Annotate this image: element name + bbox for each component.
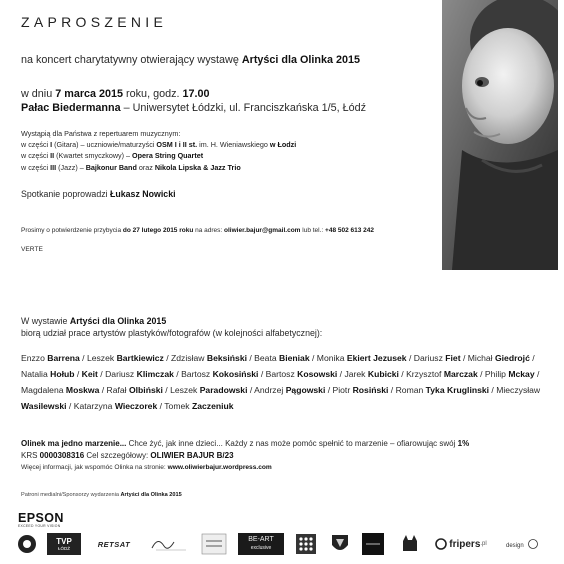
artist-last-name: Pągowski <box>285 384 326 395</box>
artist-last-name: Marczak <box>443 368 478 379</box>
artist-first-name: Bartosz <box>265 368 295 379</box>
artist-first-name: Jarek <box>344 368 366 379</box>
crest-logo <box>330 532 350 556</box>
part-1-a: w części <box>21 140 51 150</box>
artist-first-name: Piotr <box>332 384 351 395</box>
tvp-sub: ŁÓDŹ <box>57 546 70 551</box>
retsat-logo <box>93 532 135 556</box>
part-3-d: Bajkonur Band <box>85 162 137 172</box>
rsvp-line <box>21 227 374 234</box>
be-art-logo <box>238 532 284 556</box>
child-photo <box>442 0 558 270</box>
epson-logo <box>18 511 64 528</box>
artist-first-name: Rafał <box>106 384 127 395</box>
exhibition-line1 <box>21 316 322 328</box>
appeal-percent: 1% <box>457 439 470 448</box>
artist-first-name: Katarzyna <box>73 400 113 411</box>
epson-tagline: EXCEED YOUR VISION <box>18 524 61 528</box>
part-2-c: (Kwartet smyczkowy) – <box>54 151 133 161</box>
part-3-f: Nikola Lipska & Jazz Trio <box>154 162 241 172</box>
part-1-c: (Gitara) – uczniowie/maturzyści <box>52 140 157 150</box>
venue-address: – Uniwersytet Łódzki, ul. Franciszkańska 1/5, Łódź <box>120 102 367 114</box>
appeal-line3 <box>21 462 469 474</box>
concert-line-text: na koncert charytatywny otwierający wystawę <box>21 54 242 66</box>
artist-last-name: Beksiński <box>206 353 247 363</box>
be-art-sub: exclusive <box>250 545 272 551</box>
artist-last-name: Tyka Kruglinski <box>425 384 490 395</box>
rsvp-e: lub tel.: <box>300 227 326 234</box>
exhibition-prefix: W wystawie <box>21 316 70 326</box>
part-2 <box>21 150 296 161</box>
artist-last-name: Wieczorek <box>114 400 158 411</box>
cat-logo <box>400 532 420 556</box>
artist-first-name: Tomek <box>164 400 190 411</box>
portal-logo <box>201 532 227 556</box>
exhibition-line2: biorą udział prace artystów plastyków/fotografów (w kolejności alfabetycznej): <box>21 327 323 338</box>
artist-first-name: Philip <box>484 368 506 379</box>
exhibition-intro <box>21 316 322 339</box>
artist-first-name: Bartosz <box>181 368 211 379</box>
part-2-d: Opera String Quartet <box>132 151 204 161</box>
artist-last-name: Mckay <box>508 368 535 379</box>
fk-logo <box>146 532 190 556</box>
krs-label: KRS <box>21 450 40 460</box>
artists-list: Enzzo Barrena / Leszek Bartkiewicz / Zdzisław Beksiński / Beata Bieniak / Monika Ekiert Jezusek / Dariusz Fiet / Michał Giedrojć / Natalia Hołub / Keit / Dariusz Klimczak / Bartosz Kokosiński / Bartosz Kosowski / Jarek Kubicki / Krzysztof Marczak / Philip Mckay / Magdalena Moskwa / Rafał Olbiński / Leszek Paradowski / Andrzej Pągowski / Piotr Rosiński / Roman Tyka Kruglinski / Mieczysław Wasilewski / Katarzyna Wieczorek / Tomek Zaczeniuk <box>21 353 541 411</box>
artist-first-name: Beata <box>254 353 277 363</box>
artist-last-name: Keit <box>81 368 98 379</box>
artist-last-name: Ekiert Jezusek <box>346 353 407 363</box>
artist-last-name: Paradowski <box>199 384 248 395</box>
artist-first-name: Michał <box>467 353 493 363</box>
fripers-sub: .pl <box>480 541 487 547</box>
appeal-line2 <box>21 450 469 462</box>
artist-last-name: Moskwa <box>65 384 100 395</box>
artist-last-name: Bartkiewicz <box>116 353 164 363</box>
rsvp-email[interactable]: oliwier.bajur@gmail.com <box>224 227 301 234</box>
artist-first-name: Monika <box>316 353 345 363</box>
artist-last-name: Bieniak <box>279 353 310 363</box>
fripers-logo <box>428 532 494 556</box>
artist-last-name: Giedrojć <box>494 353 530 363</box>
part-1-f: w Łodzi <box>269 140 297 150</box>
part-3-c: (Jazz) – <box>56 162 86 172</box>
host-line <box>21 189 176 199</box>
artist-first-name: Leszek <box>170 384 198 395</box>
artist-last-name: Barrena <box>47 353 80 363</box>
date-prefix: w dniu <box>21 88 56 100</box>
retsat-text: RETSAT <box>97 539 131 549</box>
rsvp-phone: +48 502 613 242 <box>325 227 375 234</box>
event-name: Artyści dla Olinka 2015 <box>241 54 361 66</box>
host-prefix: Spotkanie poprowadzi <box>21 189 111 199</box>
part-3 <box>21 162 296 173</box>
artist-first-name: Dariusz <box>105 368 135 379</box>
venue-line <box>21 101 366 115</box>
tvp-text: TVP <box>56 537 72 546</box>
svg-text:design: design <box>506 543 524 549</box>
artist-last-name: Rosiński <box>352 384 389 395</box>
part-3-a: w części <box>21 162 51 172</box>
rsvp-a: Prosimy o potwierdzenie przybycia <box>21 227 123 234</box>
artist-last-name: Zaczeniuk <box>191 400 234 411</box>
artist-first-name: Mieczysław <box>496 384 541 395</box>
date-line <box>21 87 366 101</box>
part-3-e: oraz <box>136 162 155 172</box>
event-date: 7 marca 2015 <box>55 88 124 100</box>
sponsors-label-text: Patroni medialni/Sponsorzy wydarzenia <box>21 492 121 498</box>
performers-block <box>21 128 296 173</box>
artist-last-name: Olbiński <box>128 384 163 395</box>
radio-logo <box>16 532 38 556</box>
exhibition-name: Artyści dla Olinka 2015 <box>69 316 167 326</box>
appeal-headline: Olinek ma jedno marzenie... <box>21 439 127 448</box>
artist-first-name: Andrzej <box>254 384 284 395</box>
sponsors-label <box>21 492 182 498</box>
artist-last-name: Fiet <box>445 353 461 363</box>
event-time: 17.00 <box>182 88 210 100</box>
artist-first-name: Zdzisław <box>171 353 205 363</box>
part-1-e: im. H. Wieniawskiego <box>197 140 270 150</box>
performers-intro: Wystąpią dla Państwa z repertuarem muzycznym: <box>21 129 181 138</box>
artist-last-name: Kokosiński <box>212 368 259 379</box>
krs-number: 0000308316 <box>39 450 85 460</box>
verte-label: VERTE <box>21 246 43 253</box>
date-venue-block <box>21 87 366 115</box>
be-art-text: BE-ART <box>248 536 274 543</box>
artist-first-name: Magdalena <box>21 384 64 395</box>
dots-logo <box>296 532 316 556</box>
black-square-logo <box>362 532 384 556</box>
host-name: Łukasz Nowicki <box>110 189 176 199</box>
artist-last-name: Klimczak <box>136 368 174 379</box>
artist-last-name: Hołub <box>50 368 75 379</box>
tvp-logo <box>47 532 81 556</box>
part-1-b: I <box>50 140 53 150</box>
artist-last-name: Kubicki <box>367 368 399 379</box>
sponsors-event-name: Artyści dla Olinka 2015 <box>120 492 182 498</box>
artist-first-name: Krzysztof <box>406 368 442 379</box>
part-2-b: II <box>50 151 55 161</box>
invitation-title: ZAPROSZENIE <box>21 14 168 30</box>
artist-first-name: Leszek <box>86 353 115 363</box>
epson-wordmark: EPSON <box>18 511 64 525</box>
goal-label: Cel szczegółowy: <box>84 450 151 460</box>
part-1-d: OSM I i II st. <box>156 140 198 150</box>
concert-line <box>21 54 360 66</box>
rsvp-c: na adres: <box>193 227 225 234</box>
appeal-line1 <box>21 438 469 450</box>
design-logo <box>506 532 538 556</box>
artist-first-name: Natalia <box>21 368 48 379</box>
website-link[interactable]: www.oliwierbajur.wordpress.com <box>167 463 272 471</box>
part-2-a: w części <box>21 151 51 161</box>
date-mid: roku, godz. <box>123 88 183 100</box>
artist-last-name: Wasilewski <box>21 400 67 411</box>
appeal-text: Chce żyć, jak inne dzieci... Każdy z nas może pomóc spełnić to marzenie – ofiarowując swój <box>126 439 458 448</box>
more-info-text: Więcej informacji, jak wspomóc Olinka na stronie: <box>21 463 168 471</box>
venue-name: Pałac Biedermanna <box>21 102 121 114</box>
goal-code: OLIWIER BAJUR B/23 <box>150 450 234 460</box>
fripers-text: fripers <box>449 538 481 550</box>
appeal-block <box>21 438 469 473</box>
artist-first-name: Dariusz <box>413 353 443 363</box>
part-1 <box>21 139 296 150</box>
rsvp-deadline: do 27 lutego 2015 roku <box>122 227 194 234</box>
artist-last-name: Kosowski <box>297 368 338 379</box>
artist-first-name: Enzzo <box>21 353 45 363</box>
artist-first-name: Roman <box>395 384 424 395</box>
part-3-b: III <box>50 162 57 172</box>
